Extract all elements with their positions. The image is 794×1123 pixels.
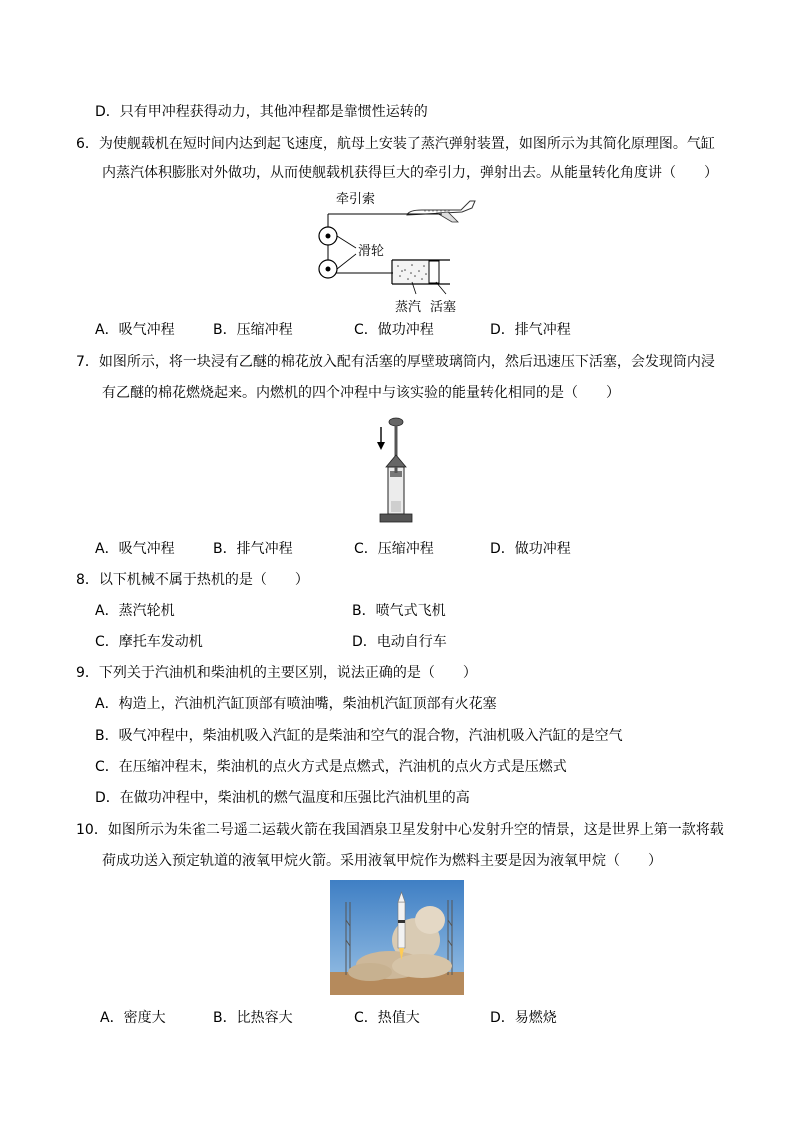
q5-option-d: D．只有甲冲程获得动力，其他冲程都是靠惯性运转的 <box>95 104 428 120</box>
q10-option-a: A．密度大 <box>100 1010 166 1026</box>
q6-catapult-figure <box>312 190 487 315</box>
q9-option-a: A．构造上，汽油机汽缸顶部有喷油嘴，柴油机汽缸顶部有火花塞 <box>95 696 497 712</box>
q6-stem-line1: 6．为使舰载机在短时间内达到起飞速度，航母上安装了蒸汽弹射装置，如图所示为其简化原理图。气缸 <box>76 136 715 152</box>
q7-option-d: D．做功冲程 <box>490 541 571 557</box>
q10-option-c: C．热值大 <box>354 1010 420 1026</box>
q6-label-piston: 活塞 <box>430 300 457 315</box>
q7-stem-line2: 有乙醚的棉花燃烧起来。内燃机的四个冲程中与该实验的能量转化相同的是（ ） <box>102 385 620 401</box>
q6-option-a: A．吸气冲程 <box>95 322 175 338</box>
cylinder-icon <box>392 260 450 284</box>
q8-stem: 8．以下机械不属于热机的是（ ） <box>76 572 309 588</box>
q10-option-b: B．比热容大 <box>213 1010 293 1026</box>
q6-label-pulley: 滑轮 <box>358 244 385 259</box>
q6-option-d: D．排气冲程 <box>490 322 571 338</box>
q6-option-c: C．做功冲程 <box>354 322 434 338</box>
q9-option-d: D．在做功冲程中，柴油机的燃气温度和压强比汽油机里的高 <box>95 790 470 806</box>
q10-stem-line1: 10．如图所示为朱雀二号遥二运载火箭在我国酒泉卫星发射中心发射升空的情景，这是世界上第一款将载 <box>76 822 724 838</box>
q8-option-a: A．蒸汽轮机 <box>95 603 175 619</box>
q7-option-b: B．排气冲程 <box>213 541 293 557</box>
glass-tube-icon <box>380 418 412 522</box>
q6-stem-line2: 内蒸汽体积膨胀对外做功，从而使舰载机获得巨大的牵引力，弹射出去。从能量转化角度讲（ ） <box>102 165 718 181</box>
q7-syringe-figure <box>370 415 420 527</box>
q10-stem-line2: 荷成功送入预定轨道的液氧甲烷火箭。采用液氧甲烷作为燃料主要是因为液氧甲烷（ ） <box>102 853 662 869</box>
q10-option-d: D．易燃烧 <box>490 1010 557 1026</box>
airplane-icon <box>407 201 475 222</box>
q9-option-c: C．在压缩冲程末，柴油机的点火方式是点燃式，汽油机的点火方式是压燃式 <box>95 759 567 775</box>
q8-option-c: C．摩托车发动机 <box>95 634 203 650</box>
q7-stem-line1: 7．如图所示，将一块浸有乙醚的棉花放入配有活塞的厚壁玻璃筒内，然后迅速压下活塞，会发现筒内浸 <box>76 354 715 370</box>
q7-option-c: C．压缩冲程 <box>354 541 434 557</box>
q9-option-b: B．吸气冲程中，柴油机吸入汽缸的是柴油和空气的混合物，汽油机吸入汽缸的是空气 <box>95 728 623 744</box>
q8-option-b: B．喷气式飞机 <box>352 603 446 619</box>
q6-label-rope: 牵引索 <box>336 192 376 207</box>
q8-option-d: D．电动自行车 <box>352 634 447 650</box>
q7-option-a: A．吸气冲程 <box>95 541 175 557</box>
q10-rocket-launch-photo <box>330 880 464 995</box>
arrow-down-icon <box>377 427 385 450</box>
q6-label-steam: 蒸汽 <box>395 300 422 315</box>
q6-option-b: B．压缩冲程 <box>213 322 293 338</box>
q9-stem: 9．下列关于汽油机和柴油机的主要区别，说法正确的是（ ） <box>76 665 477 681</box>
